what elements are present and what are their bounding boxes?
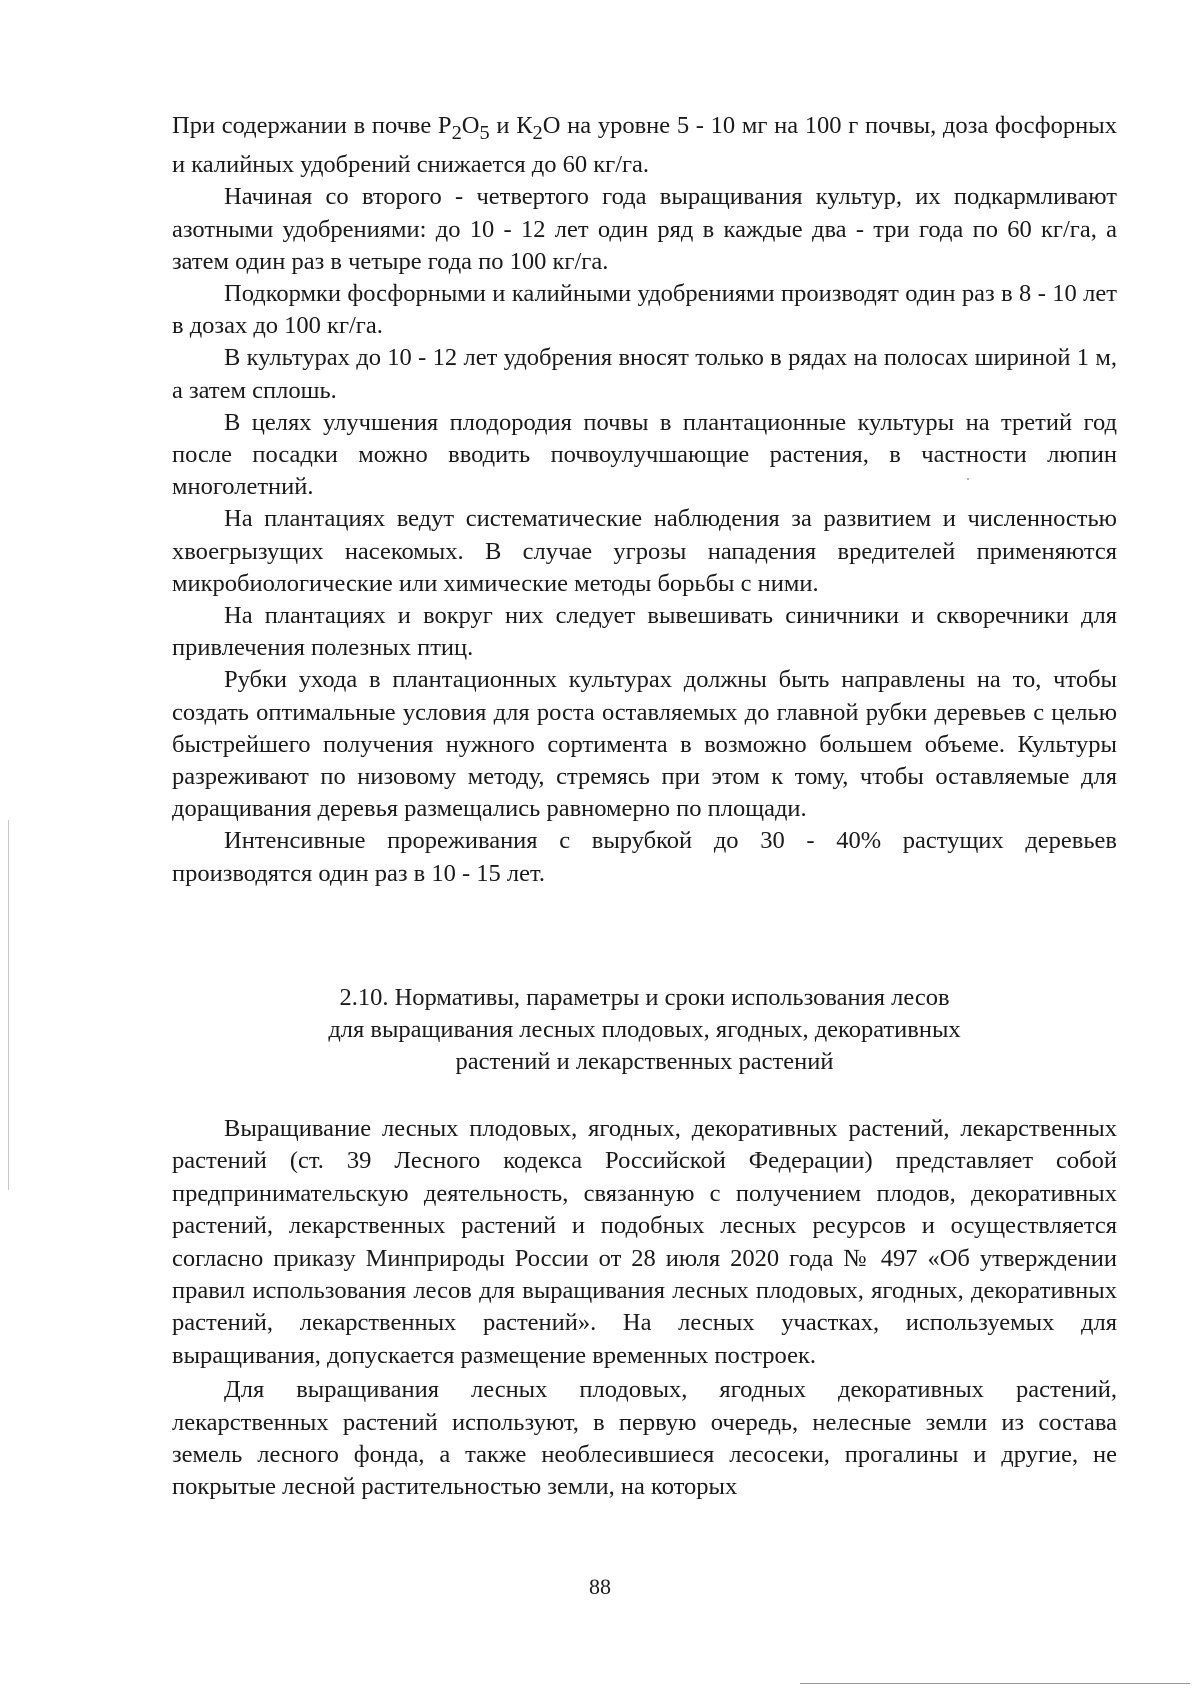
page-number: 88: [589, 1574, 611, 1599]
subscript: 2: [532, 121, 543, 144]
paragraph-birdhouses: На плантациях и вокруг них следует вывешивать синичники и скворечники для привлечения полезных птиц.: [172, 601, 1117, 662]
subscript: 5: [479, 121, 490, 144]
text-run: и К: [489, 112, 533, 139]
scan-edge-line: [8, 820, 9, 1190]
section-heading: [172, 982, 1117, 1078]
heading-line: для выращивания лесных плодовых, ягодных, декоративных: [328, 1016, 961, 1043]
paragraph-row-fertilizing: В культурах до 10 - 12 лет удобрения вносят только в рядах на полосах шириной 1 м, а затем сплошь.: [172, 344, 1117, 404]
scan-speck: [967, 478, 969, 480]
heading-line: 2.10. Нормативы, параметры и сроки использования лесов: [339, 984, 950, 1011]
scan-edge-line: [800, 1683, 1190, 1684]
body-text-top: [172, 110, 1117, 890]
paragraph-intensive-thinning: Интенсивные прореживания с вырубкой до 30 - 40% растущих деревьев производятся один раз в 10 - 15 лет.: [172, 827, 1117, 887]
text-run: О на уровне 5 - 10 мг на 100 г почвы, доза фосфорных и калийных удобрений снижается до 60 кг/га.: [172, 112, 1118, 179]
subscript: 2: [451, 121, 462, 144]
paragraph-phosphorus-feeding: Подкормки фосфорными и калийными удобрениями производят один раз в 8 - 10 лет в дозах до 100 кг/га.: [172, 279, 1117, 340]
paragraph-land-use: Для выращивания лесных плодовых, ягодных декоративных растений, лекарственных растений используют, в первую очередь, нелесные земли из состава земель лесного фонда, а также необлесившиеся лесосеки, прогалины и другие, не покрытые лесной растительностью земли, на которых: [172, 1376, 1117, 1501]
body-text-bottom: [172, 1113, 1117, 1504]
heading-line: растений и лекарственных растений: [455, 1048, 834, 1075]
paragraph-fertilizer-content: [172, 110, 1117, 181]
paragraph-growing-definition: Выращивание лесных плодовых, ягодных, декоративных растений, лекарственных растений (ст. 39 Лесного кодекса Российской Федерации) представляет собой предпринимательскую деятельность, связанную с получением плодов, декоративных растений, лекарственных растений и подобных лесных ресурсов и осуществляется согласно приказу Минприроды России от 28 июля 2020 года № 497 «Об утверждении правил использования лесов для выращивания лесных плодовых, ягодных, декоративных растений, лекарственных растений». На лесных участках, используемых для выращивания, допускается размещение временных построек.: [172, 1115, 1117, 1369]
text-run: О: [461, 112, 480, 139]
paragraph-nitrogen-feeding: Начиная со второго - четвертого года выращивания культур, их подкармливают азотными удобрениями: до 10 - 12 лет один ряд в каждые два - три года по 60 кг/га, а затем один раз в четыре года по 100 кг/га.: [172, 183, 1117, 275]
text-run: При содержании в почве Р: [172, 112, 452, 139]
paragraph-soil-improvement: В целях улучшения плодородия почвы в плантационные культуры на третий год после посадки можно вводить почвоулучшающие растения, в частности люпин многолетний.: [172, 408, 1117, 501]
paragraph-thinning: Рубки ухода в плантационных культурах должны быть направлены на то, чтобы создать оптимальные условия для роста оставляемых до главной рубки деревьев с целью быстрейшего получения нужного сортимента в возможно большем объеме. Культуры разреживают по низовому методу, стремясь при этом к тому, чтобы оставляемые для доращивания деревья размещались равномерно по площади.: [172, 666, 1117, 823]
paragraph-pest-monitoring: На плантациях ведут систематические наблюдения за развитием и численностью хвоегрызущих насекомых. В случае угрозы нападения вредителей применяются микробиологические или химические методы борьбы с ними.: [172, 505, 1117, 597]
